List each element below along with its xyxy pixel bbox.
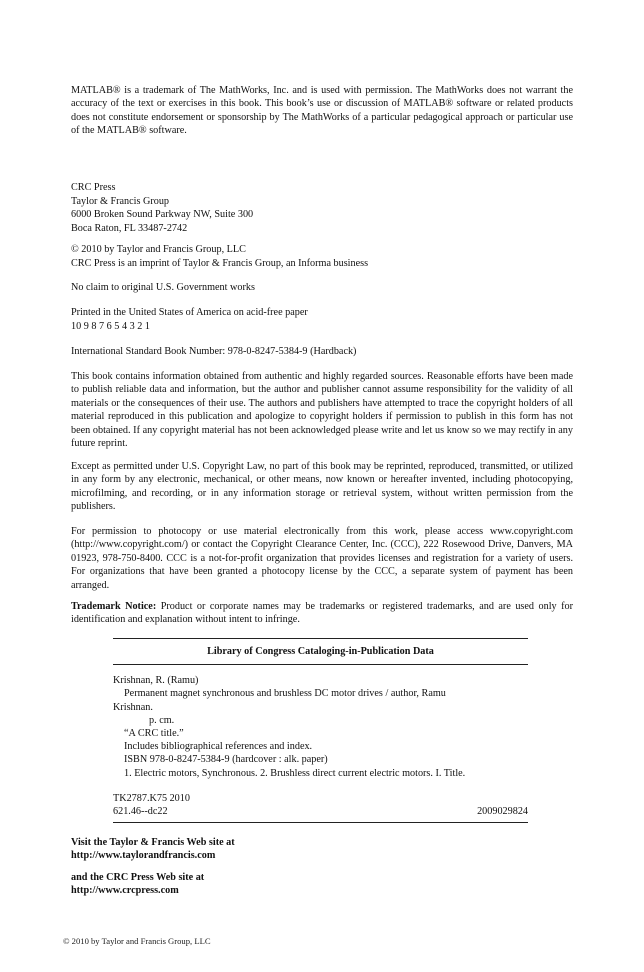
publisher-city: Boca Raton, FL 33487-2742	[71, 222, 188, 234]
permission-paragraph: For permission to photocopy or use material electronically from this work, please access www.copyright.com (http://www.copyright.com/) or contact the Copyright Clearance Center, Inc. (CCC), 222 Rosewood Drive, Danvers, MA 01923, 978-750-8400. CCC is a not-for-profit organization that provides licenses and registration for a variety of users. For organizations that have been granted a photocopy license by the CCC, a separate system of payment has been arranged.	[71, 526, 573, 591]
printed-line: Printed in the United States of America on acid-free paper	[71, 307, 308, 318]
isbn-line: International Standard Book Number: 978-0-8247-5384-9 (Hardback)	[71, 346, 357, 357]
tf-website-label: Visit the Taylor & Francis Web site at	[71, 837, 235, 848]
matlab-trademark-paragraph: MATLAB® is a trademark of The MathWorks, Inc. and is used with permission. The MathWorks does not warrant the accuracy of the text or exercises in this book. This book’s use or discussion of MATLAB® software or related products does not constitute endorsement or sponsorship by The MathWorks of a particular pedagogical approach or particular use of the MATLAB® software.	[71, 85, 573, 137]
cip-bibliography: Includes bibliographical references and index.	[124, 741, 313, 753]
crc-website-block	[71, 871, 204, 898]
publisher-group: Taylor & Francis Group	[71, 195, 170, 207]
imprint-line: CRC Press is an imprint of Taylor & Francis Group, an Informa business	[71, 257, 369, 269]
cip-dewey-row	[113, 805, 528, 818]
crc-website-url[interactable]: http://www.crcpress.com	[71, 885, 179, 897]
copyright-law-paragraph: Except as permitted under U.S. Copyright Law, no part of this book may be reprinted, reproduced, transmitted, or utilized in any form by any electronic, mechanical, or other means, now known or hereafter invented, including photocopying, microfilming, and recording, or in any information storage or retrieval system, without written permission from the publishers.	[71, 461, 573, 513]
cip-classification	[113, 792, 528, 818]
printing-block	[71, 306, 573, 333]
cip-body	[113, 665, 528, 818]
copyright-block	[71, 243, 573, 270]
copyright-line: © 2010 by Taylor and Francis Group, LLC	[71, 244, 246, 255]
tf-website-url[interactable]: http://www.taylorandfrancis.com	[71, 850, 216, 862]
cip-pages: p. cm.	[149, 714, 175, 726]
trademark-notice-text: Product or corporate names may be trademarks or registered trademarks, and are used only for identification and explanation without intent to infringe.	[71, 601, 573, 626]
information-paragraph: This book contains information obtained from authentic and highly regarded sources. Reasonable efforts have been made to publish reliable data and information, but the author and publisher cannot assume responsibility for the validity of all materials or the consequences of their use. The authors and publishers have attempted to trace the copyright holders of all material reproduced in this publication and apologize to copyright holders if permission to publish in this form has not been obtained. If any copyright material has not been acknowledged please write and let us know so we may rectify in any future reprint.	[71, 371, 573, 450]
cip-isbn: ISBN 978-0-8247-5384-9 (hardcover : alk. paper)	[124, 754, 328, 766]
print-run-line: 10 9 8 7 6 5 4 3 2 1	[71, 320, 150, 332]
cip-book-title-cont: Krishnan.	[113, 701, 153, 713]
cip-title: Library of Congress Cataloging-in-Publication Data	[207, 646, 434, 657]
cip-bottom-rule	[113, 822, 528, 823]
cip-book-title: Permanent magnet synchronous and brushless DC motor drives / author, Ramu	[124, 688, 446, 700]
crc-website-label: and the CRC Press Web site at	[71, 872, 205, 883]
cip-lccn: 2009029824	[477, 806, 528, 818]
cip-author: Krishnan, R. (Ramu)	[113, 675, 199, 687]
cip-data-block	[113, 638, 528, 823]
page-footer: © 2010 by Taylor and Francis Group, LLC	[63, 936, 211, 946]
cip-series: “A CRC title.”	[124, 728, 184, 740]
publisher-name: CRC Press	[71, 182, 116, 193]
no-claim-line: No claim to original U.S. Government works	[71, 282, 255, 293]
trademark-notice-label: Trademark Notice:	[71, 601, 157, 612]
cip-subjects: 1. Electric motors, Synchronous. 2. Brushless direct current electric motors. I. Title.	[124, 767, 466, 779]
publisher-street: 6000 Broken Sound Parkway NW, Suite 300	[71, 209, 254, 221]
cip-dewey: 621.46--dc22	[113, 806, 168, 818]
cip-lc-class: TK2787.K75 2010	[113, 792, 190, 804]
tf-website-block	[71, 836, 235, 863]
trademark-notice	[71, 600, 573, 627]
publisher-address	[71, 181, 573, 235]
